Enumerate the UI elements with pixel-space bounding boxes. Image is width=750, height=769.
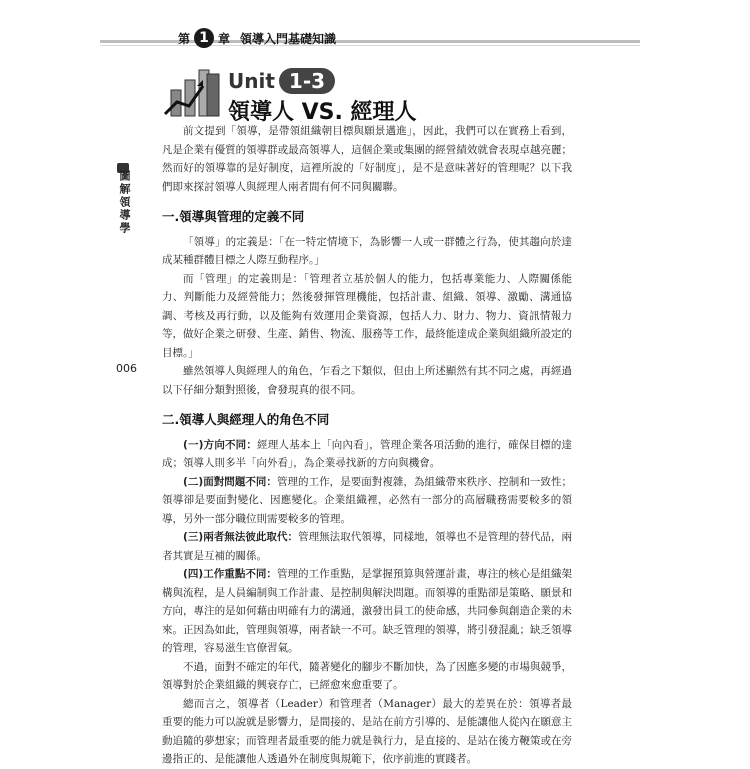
main-content — [162, 122, 572, 769]
item-label: (一)方向不同： — [183, 438, 258, 451]
unit-title: 領導人 VS. 經理人 — [228, 100, 417, 125]
list-item — [162, 528, 572, 565]
unit-number: 1-3 — [279, 68, 335, 94]
item-label: (四)工作重點不同： — [183, 568, 277, 580]
list-item — [162, 473, 572, 529]
chapter-title: 領導入門基礎知識 — [240, 31, 337, 46]
page-number: 006 — [116, 362, 137, 375]
definition-leadership: 「領導」的定義是：「在一特定情境下，為影響一人或一群體之行為，使其趨向於達成某種群體目標之人際互動程序。」 — [162, 235, 572, 266]
chapter-prefix: 第 — [178, 31, 191, 46]
closing-paragraph-2: 總而言之，領導者（Leader）和管理者（Manager）最大的差異在於：領導者最重要的能力可以說就是影響力，是間接的、是站在前方引導的、是能讓他人從內在願意主動追隨的夢想家；而管理者最重要的能力就是執行力，是直接的、是站在後方鞭策或在旁邊指正的、是能讓他人透過外在制度與規範下，依序前進的實踐者。 — [162, 697, 572, 765]
section1-conclusion: 雖然領導人與經理人的角色，乍看之下類似，但由上所述顯然有其不同之處，再經過以下仔細分類對照後，會發現真的很不同。 — [162, 365, 572, 396]
unit-badge — [228, 68, 335, 94]
section-heading-2: 二.領導人與經理人的角色不同 — [162, 412, 330, 427]
intro-paragraph: 前文提到「領導，是帶領組織朝目標與願景邁進」，因此，我們可以在實務上看到，凡是企業有優質的領導群或最高領導人，這個企業或集團的經營績效就會表現卓越亮麗；然而好的領導靠的是好制度，這裡所說的「好制度」，是不是意味著好的管理呢？以下我們即來探討領導人與經理人兩者間有何不同與關聯。 — [162, 125, 572, 193]
definition-management: 而「管理」的定義則是：「管理者立基於個人的能力，包括專業能力、人際關係能力、判斷能力及經營能力；然後發揮管理機能，包括計畫、組織、領導、激勵、溝通協調、考核及再行動，以及能夠有效運用企業資源，包括人力、財力、物力、資訊情報力等，做好企業之研發、生產、銷售、物流、服務等工作，最終能達成企業與組織所設定的目標。」 — [162, 272, 572, 359]
item-text: 管理的工作重點，是掌握預算與營運計畫，專注的核心是組織架構與流程，是人員編制與工作計畫、是控制與解決問題。而領導的重點卻是策略、願景和方向，專注的是如何藉由明確有力的溝通，激發出員工的使命感，共同參與創造企業的未來。正因為如此，管理與領導，兩者缺一不可。缺乏管理的領導，將引發混亂；缺乏領導的管理，容易滋生官僚習氣。 — [162, 568, 572, 654]
unit-word: Unit — [228, 69, 275, 93]
list-item — [162, 436, 572, 473]
closing-paragraph-1: 不過，面對不確定的年代，隨著變化的腳步不斷加快，為了因應多變的市場與競爭，領導對於企業組織的興衰存亡，已經愈來愈重要了。 — [162, 660, 572, 691]
book-title-vertical: 圖解領導學 — [118, 170, 131, 235]
section-heading-1: 一.領導與管理的定義不同 — [162, 209, 305, 224]
bar-chart-icon — [163, 62, 223, 122]
item-text: 經理人基本上「向內看」，管理企業各項活動的進行，確保目標的達成；領導人則多半「向外看」，為企業尋找新的方向與機會。 — [162, 438, 573, 469]
item-label: (三)兩者無法彼此取代： — [183, 531, 299, 543]
chapter-suffix: 章 — [218, 31, 231, 46]
item-text: 管理無法取代領導，同樣地，領導也不是管理的替代品，兩者其實是互補的關係。 — [162, 531, 573, 562]
chapter-number-badge: 1 — [194, 28, 214, 48]
item-text: 管理的工作，是要面對複雜，為組織帶來秩序、控制和一致性；領導卻是要面對變化、因應變化。企業組織裡，必然有一部分的高層職務需要較多的領導，另外一部分職位則需要較多的管理。 — [162, 475, 572, 525]
list-item — [162, 565, 572, 658]
chapter-header — [178, 27, 336, 49]
item-label: (二)面對問題不同： — [183, 475, 277, 488]
